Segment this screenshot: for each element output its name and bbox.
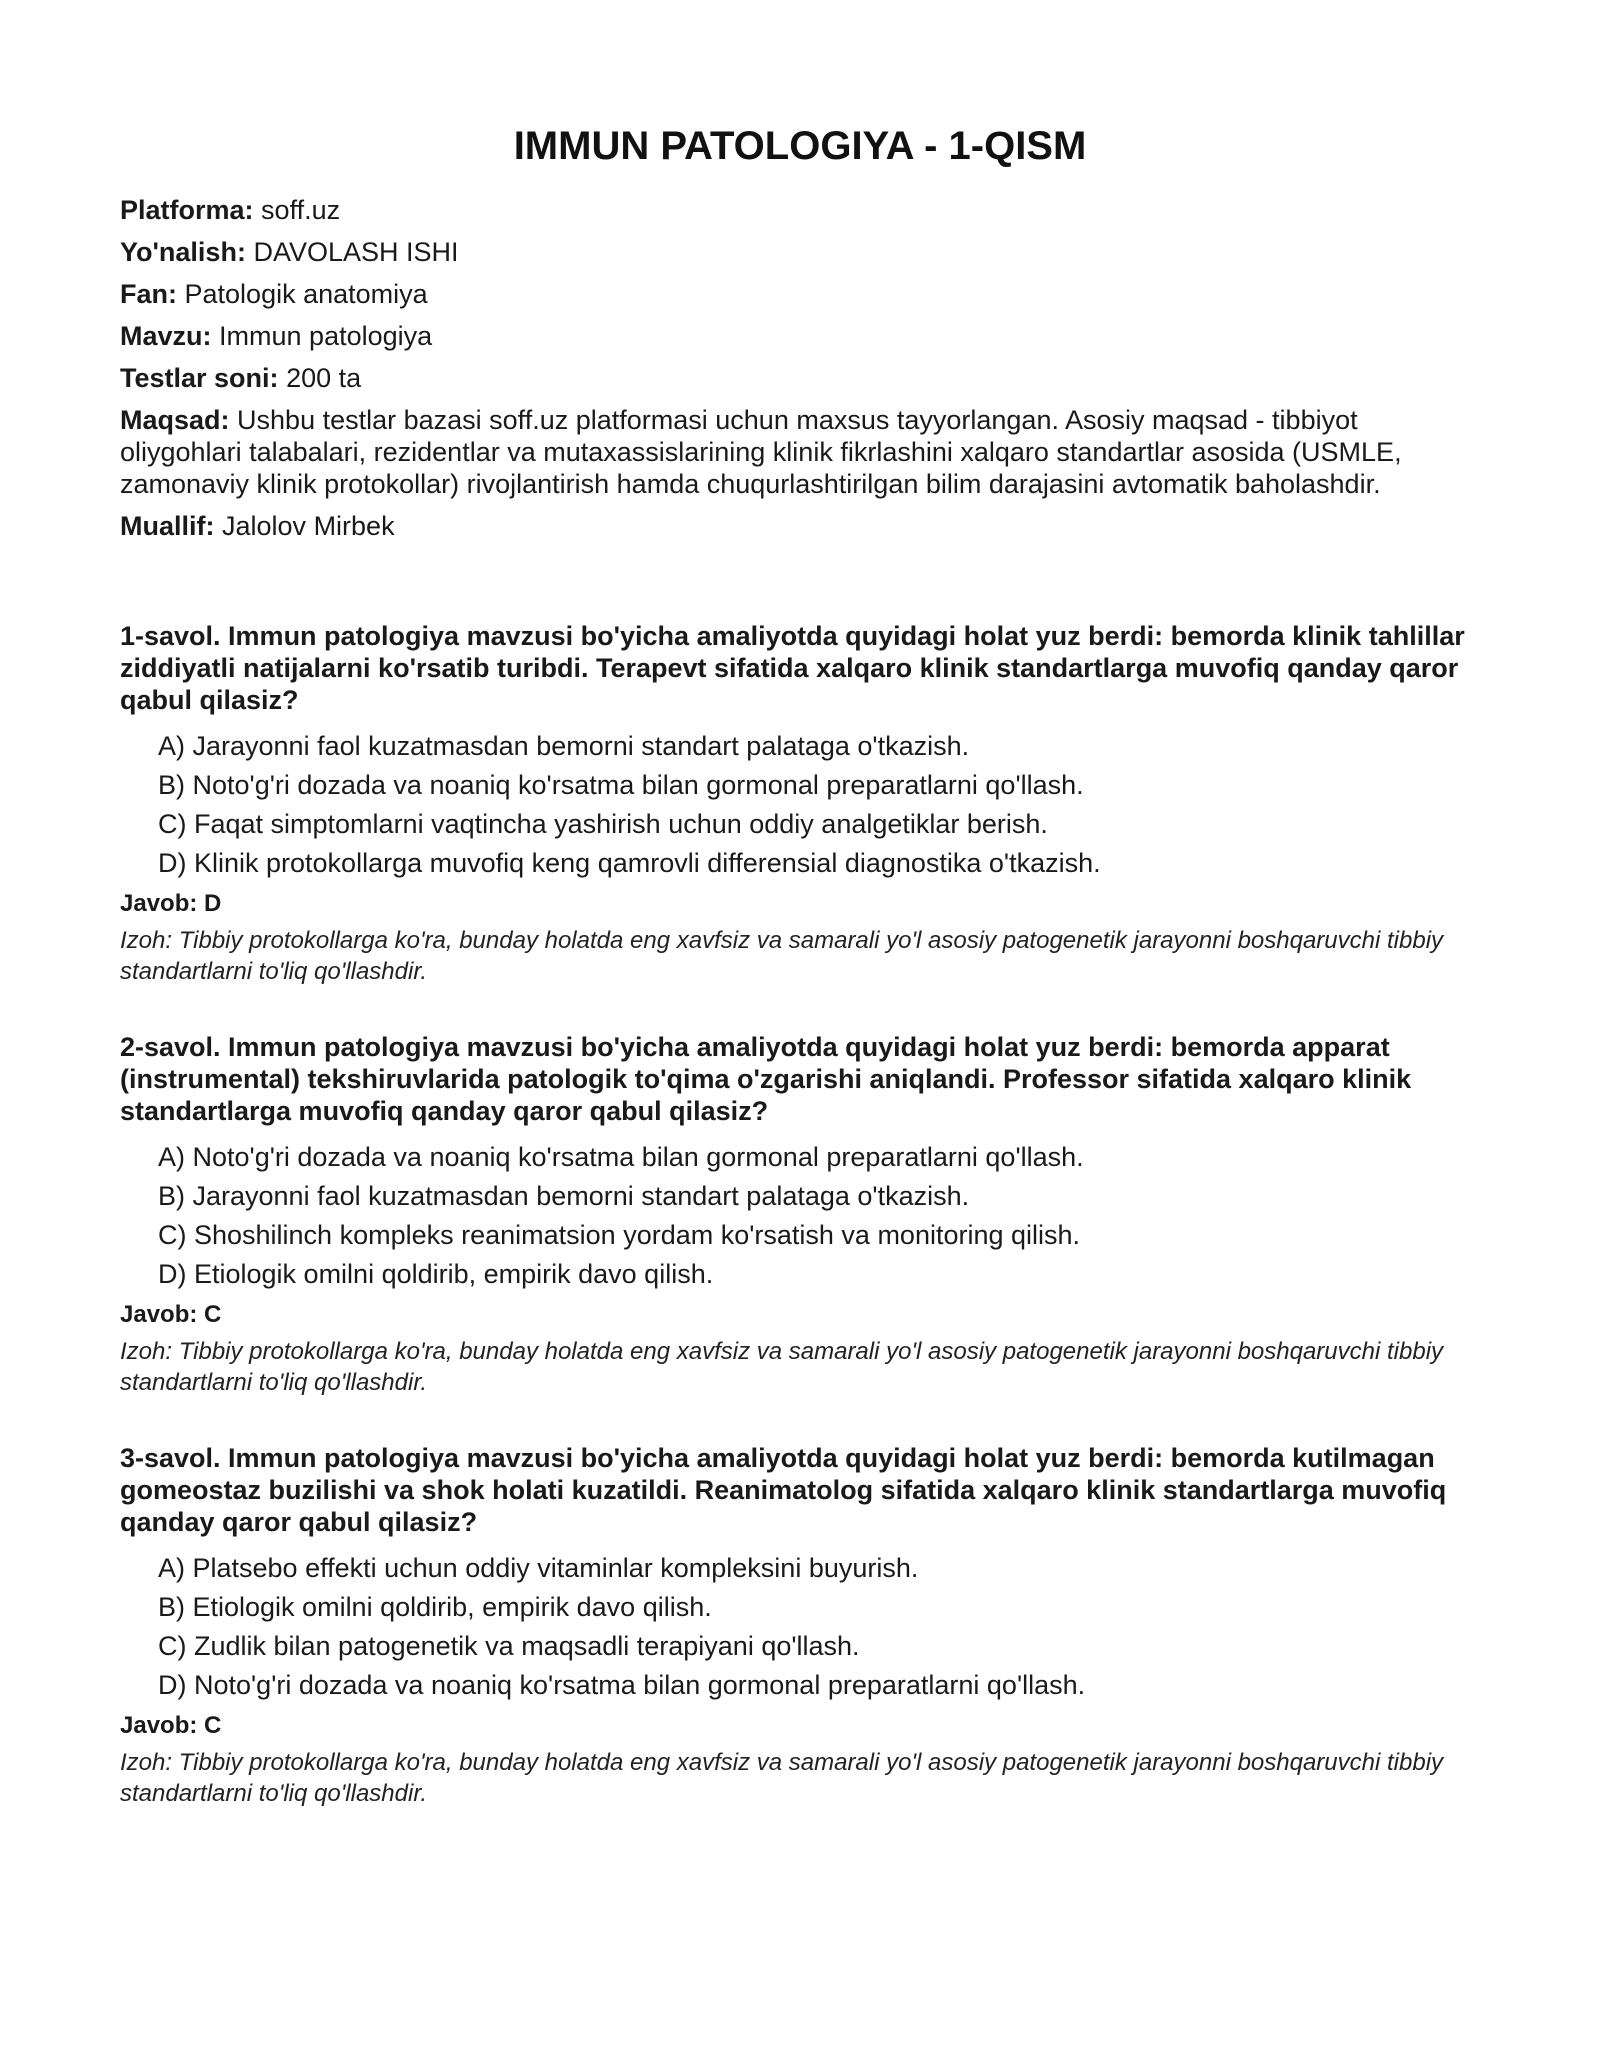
correct-answer: Javob: C (120, 1301, 222, 1328)
option-a: A) Platsebo effekti uchun oddiy vitaminlar kompleksini buyurish. (158, 1553, 919, 1583)
question-list (120, 620, 1480, 1809)
meta-key: Mavzu: (120, 321, 212, 351)
answer-explanation: Izoh: Tibbiy protokollarga ko'ra, bunday holatda eng xavfsiz va samarali yo'l asosiy patogenetik jarayonni boshqaruvchi tibbiy standartlarni to'liq qo'llashdir. (120, 1749, 1444, 1807)
meta-key: Muallif: (120, 511, 215, 541)
correct-answer: Javob: D (120, 890, 222, 917)
question-item (120, 1442, 1480, 1809)
meta-key: Fan: (120, 279, 177, 309)
correct-answer: Javob: C (120, 1712, 222, 1739)
option-a: A) Jarayonni faol kuzatmasdan bemorni standart palataga o'tkazish. (158, 731, 970, 761)
answer-options (120, 1552, 1480, 1701)
meta-value: Immun patologiya (219, 321, 433, 351)
meta-value: Ushbu testlar bazasi soff.uz platformasi uchun maxsus tayyorlangan. Asosiy maqsad - tibbiyot oliygohlari talabalari, rezidentlar va mutaxassislarining klinik fikrlashini xalqaro standartlar asosida (USMLE, zamonaviy klinik protokollar) rivojlantirish hamda chuqurlashtirilgan bilim darajasini avtomatik baholashdir. (120, 405, 1402, 499)
meta-purpose (120, 404, 1480, 500)
option-b: B) Noto'g'ri dozada va noaniq ko'rsatma bilan gormonal preparatlarni qo'llash. (158, 770, 1084, 800)
meta-subject (120, 278, 1480, 310)
answer-explanation: Izoh: Tibbiy protokollarga ko'ra, bunday holatda eng xavfsiz va samarali yo'l asosiy patogenetik jarayonni boshqaruvchi tibbiy standartlarni to'liq qo'llashdir. (120, 927, 1444, 985)
question-text: 3-savol. Immun patologiya mavzusi bo'yicha amaliyotda quyidagi holat yuz berdi: bemorda kutilmagan gomeostaz buzilishi va shok holati kuzatildi. Reanimatolog sifatida xalqaro klinik standartlarga muvofiq qanday qaror qabul qilasiz? (120, 1443, 1447, 1537)
meta-key: Yo'nalish: (120, 237, 246, 267)
option-c: C) Zudlik bilan patogenetik va maqsadli terapiyani qo'llash. (158, 1631, 860, 1661)
meta-value: soff.uz (261, 195, 341, 225)
option-d: D) Klinik protokollarga muvofiq keng qamrovli differensial diagnostika o'tkazish. (158, 848, 1101, 878)
answer-options (120, 1141, 1480, 1290)
meta-topic (120, 320, 1480, 352)
meta-test-count (120, 362, 1480, 394)
meta-value: Patologik anatomiya (184, 279, 428, 309)
answer-explanation: Izoh: Tibbiy protokollarga ko'ra, bunday holatda eng xavfsiz va samarali yo'l asosiy patogenetik jarayonni boshqaruvchi tibbiy standartlarni to'liq qo'llashdir. (120, 1338, 1444, 1396)
meta-key: Maqsad: (120, 405, 230, 435)
answer-options (120, 730, 1480, 879)
meta-value: DAVOLASH ISHI (253, 237, 459, 267)
meta-direction (120, 236, 1480, 268)
question-text: 1-savol. Immun patologiya mavzusi bo'yicha amaliyotda quyidagi holat yuz berdi: bemorda klinik tahlillar ziddiyatli natijalarni ko'rsatib turibdi. Terapevt sifatida xalqaro klinik standartlarga muvofiq qanday qaror qabul qilasiz? (120, 621, 1465, 715)
option-b: B) Jarayonni faol kuzatmasdan bemorni standart palataga o'tkazish. (158, 1181, 970, 1211)
meta-value: 200 ta (286, 363, 362, 393)
option-c: C) Faqat simptomlarni vaqtincha yashirish uchun oddiy analgetiklar berish. (158, 809, 1048, 839)
document-title: IMMUN PATOLOGIYA - 1-QISM (513, 124, 1087, 168)
question-text: 2-savol. Immun patologiya mavzusi bo'yicha amaliyotda quyidagi holat yuz berdi: bemorda apparat (instrumental) tekshiruvlarida patologik to'qima o'zgarishi aniqlandi. Professor sifatida xalqaro klinik standartlarga muvofiq qanday qaror qabul qilasiz? (120, 1032, 1412, 1126)
meta-platform (120, 194, 1480, 226)
option-a: A) Noto'g'ri dozada va noaniq ko'rsatma bilan gormonal preparatlarni qo'llash. (158, 1142, 1084, 1172)
option-d: D) Etiologik omilni qoldirib, empirik davo qilish. (158, 1259, 714, 1289)
document-meta (120, 194, 1480, 542)
meta-author (120, 510, 1480, 542)
meta-key: Testlar soni: (120, 363, 279, 393)
meta-key: Platforma: (120, 195, 254, 225)
question-item (120, 1031, 1480, 1398)
question-item (120, 620, 1480, 987)
meta-value: Jalolov Mirbek (222, 511, 395, 541)
option-d: D) Noto'g'ri dozada va noaniq ko'rsatma bilan gormonal preparatlarni qo'llash. (158, 1670, 1086, 1700)
option-c: C) Shoshilinch kompleks reanimatsion yordam ko'rsatish va monitoring qilish. (158, 1220, 1081, 1250)
option-b: B) Etiologik omilni qoldirib, empirik davo qilish. (158, 1592, 712, 1622)
